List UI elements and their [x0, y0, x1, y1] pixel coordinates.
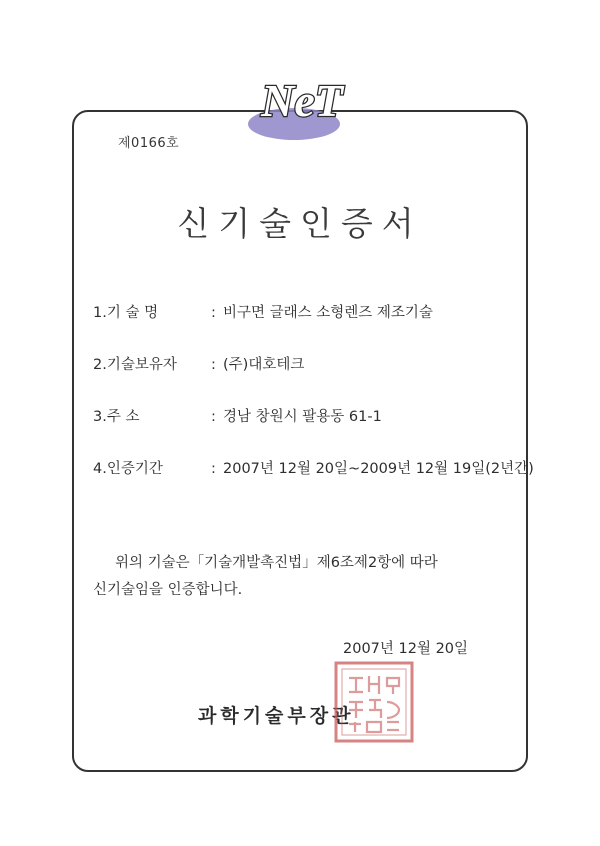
item-certification-period	[93, 457, 534, 478]
certificate-title: 신기술인증서	[177, 204, 423, 243]
item-address	[93, 405, 382, 426]
certification-statement	[93, 550, 513, 604]
item-technology-name	[93, 301, 433, 322]
statement-line-2: 신기술임을 인증합니다.	[93, 582, 243, 598]
item-value: (주)대호테크	[223, 357, 305, 373]
item-label: 3.주 소	[93, 409, 140, 425]
item-technology-owner	[93, 353, 304, 374]
item-separator: :	[211, 461, 216, 477]
item-value: 비구면 글래스 소형렌즈 제조기술	[223, 305, 433, 321]
item-value: 2007년 12월 20일~2009년 12월 19일(2년간)	[223, 461, 534, 477]
item-label: 1.기 술 명	[93, 305, 159, 321]
item-separator: :	[211, 305, 216, 321]
item-label: 4.인증기간	[93, 461, 163, 477]
official-seal	[333, 660, 415, 744]
item-separator: :	[211, 357, 216, 373]
net-logo	[232, 66, 372, 146]
issue-date: 2007년 12월 20일	[343, 641, 469, 657]
item-value: 경남 창원시 팔용동 61-1	[223, 409, 382, 425]
item-separator: :	[211, 409, 216, 425]
issuer-name: 과학기술부장관	[198, 705, 355, 727]
item-label: 2.기술보유자	[93, 357, 177, 373]
statement-line-1: 위의 기술은「기술개발촉진법」제6조제2항에 따라	[115, 555, 438, 571]
logo-text: NeT	[261, 75, 343, 126]
certificate-number: 제0166호	[118, 136, 180, 151]
